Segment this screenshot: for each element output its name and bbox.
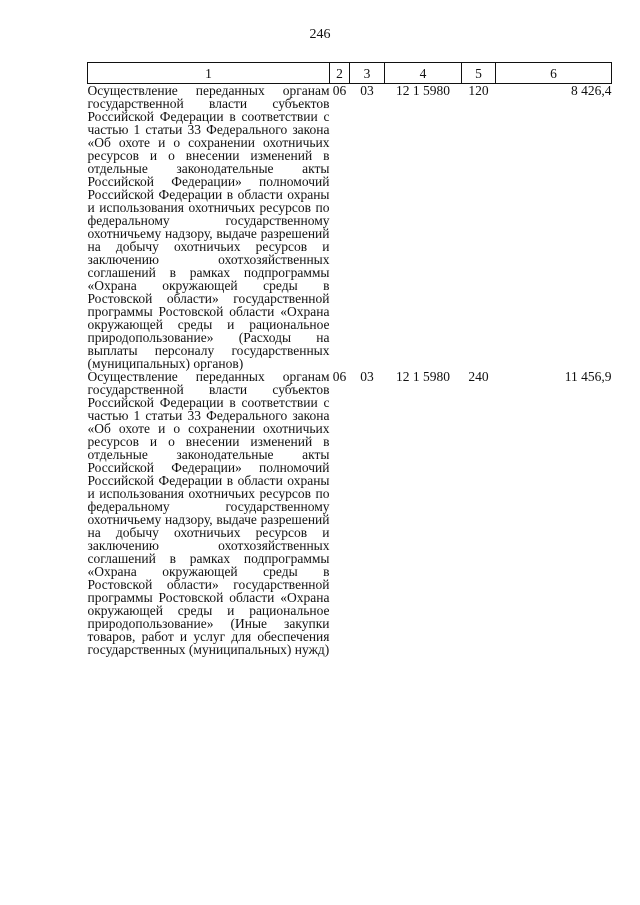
column-header-1: 1 bbox=[88, 63, 330, 84]
row-subsection: 03 bbox=[360, 369, 374, 384]
column-header-2: 2 bbox=[330, 63, 350, 84]
budget-table bbox=[87, 62, 612, 656]
row-section: 06 bbox=[332, 369, 347, 384]
table-row bbox=[88, 370, 612, 656]
column-header-4: 4 bbox=[385, 63, 462, 84]
row-description: Осуществление переданных органам государственной власти субъектов Российской Федерации в соответствии с частью 1 статьи 33 Федерального закона «Об охоте и о сохранении охотничьих ресурсов и о внесении изменений в отдельные законодательные акты Российской Федерации» полномочий Российской Федерации в области охраны и использования охотничьих ресурсов по федеральному государственному охотничьему надзору, выдаче разрешений на добычу охотничьих ресурсов и заключению охотхозяйственных соглашений в рамках подпрограммы «Охрана окружающей среды в Ростовской области» государственной программы Ростовской области «Охрана окружающей среды и рациональное природопользование» (Расходы на выплаты персоналу государственных (муниципальных) органов) bbox=[87, 83, 330, 371]
row-section: 06 bbox=[332, 83, 347, 98]
row-expense-type: 120 bbox=[468, 83, 489, 98]
row-amount: 11 456,9 bbox=[564, 369, 612, 384]
row-target-article: 12 1 5980 bbox=[396, 369, 450, 384]
column-header-5: 5 bbox=[462, 63, 496, 84]
row-amount: 8 426,4 bbox=[571, 83, 612, 98]
row-description: Осуществление переданных органам государственной власти субъектов Российской Федерации в соответствии с частью 1 статьи 33 Федерального закона «Об охоте и о сохранении охотничьих ресурсов и о внесении изменений в отдельные законодательные акты Российской Федерации» полномочий Российской Федерации в области охраны и использования охотничьих ресурсов по федеральному государственному охотничьему надзору, выдаче разрешений на добычу охотничьих ресурсов и заключению охотхозяйственных соглашений в рамках подпрограммы «Охрана окружающей среды в Ростовской области» государственной программы Ростовской области «Охрана окружающей среды и рациональное природопользование» (Иные закупки товаров, работ и услуг для обеспечения государственных (муниципальных) нужд) bbox=[87, 369, 330, 657]
table-header-row bbox=[88, 63, 612, 84]
page-number: 246 bbox=[309, 27, 331, 42]
column-header-6: 6 bbox=[496, 63, 612, 84]
row-subsection: 03 bbox=[360, 83, 374, 98]
table-row bbox=[88, 84, 612, 371]
row-expense-type: 240 bbox=[468, 369, 489, 384]
column-header-3: 3 bbox=[350, 63, 385, 84]
row-target-article: 12 1 5980 bbox=[396, 83, 450, 98]
